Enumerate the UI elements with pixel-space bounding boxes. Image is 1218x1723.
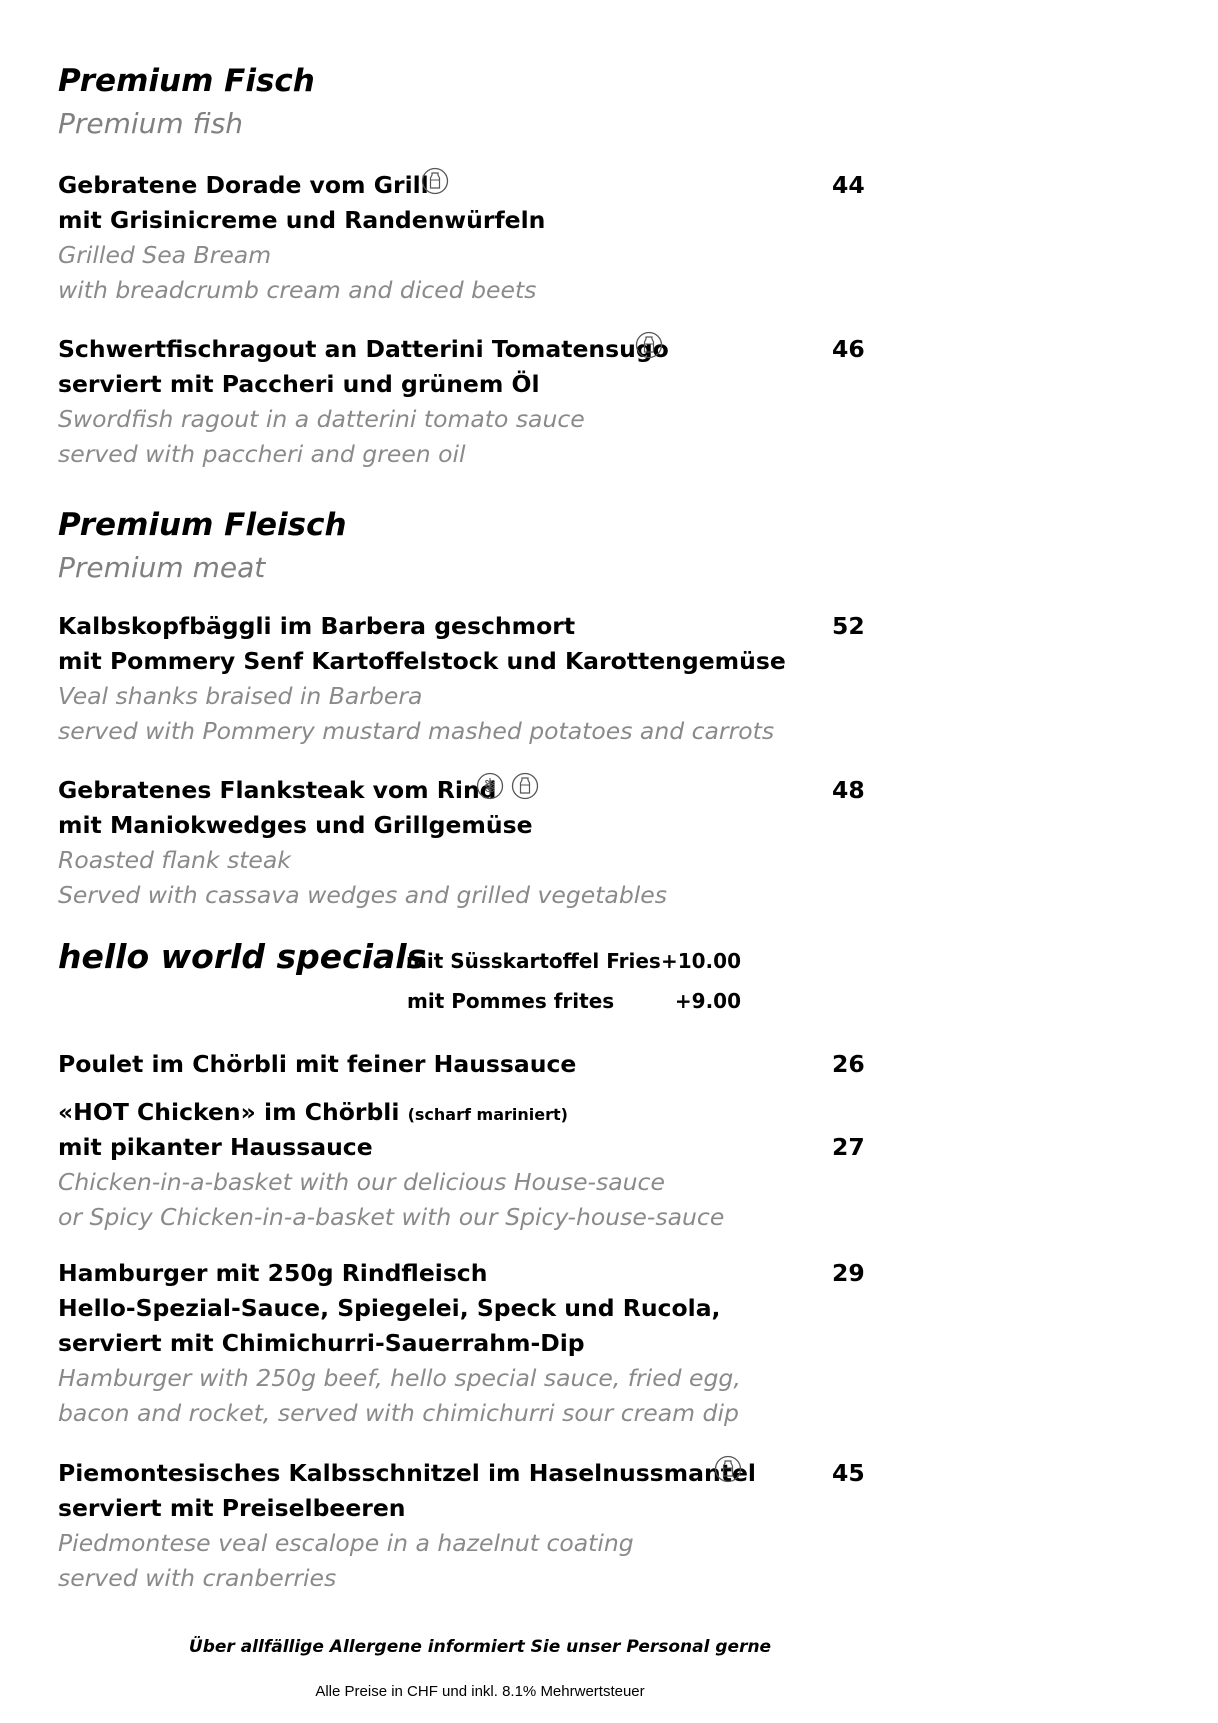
extra-sweet-potato-fries-price: +10.00 <box>660 949 741 973</box>
milk-bottle-icon <box>635 331 663 359</box>
item-price: 26 <box>832 1050 865 1078</box>
item-desc-en: served with cranberries <box>58 1564 337 1592</box>
item-desc-en: bacon and rocket, served with chimichurri sour cream dip <box>58 1399 739 1427</box>
item-desc-de: mit Maniokwedges und Grillgemüse <box>58 811 533 839</box>
item-name-de <box>58 1095 568 1132</box>
item-name-de: Schwertfischragout an Datterini Tomatensugo <box>58 335 669 363</box>
item-desc-de-2: serviert mit Chimichurri-Sauerrahm-Dip <box>58 1329 585 1357</box>
milk-bottle-icon <box>511 772 539 800</box>
item-name-en: Grilled Sea Bream <box>58 241 272 269</box>
item-price: 48 <box>832 776 865 804</box>
item-name-de: Piemontesisches Kalbsschnitzel im Haselnussmantel <box>58 1459 756 1487</box>
item-name-en: Piedmontese veal escalope in a hazelnut coating <box>58 1529 634 1557</box>
item-name-en: Chicken-in-a-basket with our delicious House-sauce <box>58 1168 665 1196</box>
item-name-de-note: (scharf mariniert) <box>407 1105 568 1124</box>
item-desc-de: mit Pommery Senf Kartoffelstock und Karottengemüse <box>58 647 786 675</box>
item-name-en: Roasted flank steak <box>58 846 291 874</box>
item-name-de-main: «HOT Chicken» im Chörbli <box>58 1098 400 1126</box>
item-price: 29 <box>832 1259 865 1287</box>
item-desc-en: served with paccheri and green oil <box>58 440 466 468</box>
milk-bottle-icon <box>421 167 449 195</box>
item-desc-de: mit pikanter Haussauce <box>58 1133 373 1161</box>
extra-fries-price: +9.00 <box>674 989 741 1013</box>
item-price: 44 <box>832 171 865 199</box>
item-name-de: Gebratene Dorade vom Grill <box>58 171 429 199</box>
item-name-en: Swordfish ragout in a datterini tomato sauce <box>58 405 585 433</box>
item-name-de: Poulet im Chörbli mit feiner Haussauce <box>58 1050 577 1078</box>
item-price: 46 <box>832 335 865 363</box>
item-name-de: Kalbskopfbäggli im Barbera geschmort <box>58 612 576 640</box>
item-name-de: Hamburger mit 250g Rindfleisch <box>58 1259 488 1287</box>
wheat-icon <box>476 772 504 800</box>
item-desc-en: with breadcrumb cream and diced beets <box>58 276 537 304</box>
item-desc-de: serviert mit Preiselbeeren <box>58 1494 406 1522</box>
item-desc-de: Hello-Spezial-Sauce, Spiegelei, Speck und Rucola, <box>58 1294 721 1322</box>
section-title-fish: Premium Fisch <box>58 63 315 99</box>
section-subtitle-fish: Premium fish <box>58 107 244 140</box>
section-title-specials: hello world specials <box>58 937 427 976</box>
item-price: 52 <box>832 612 865 640</box>
item-price: 27 <box>832 1133 865 1161</box>
item-price: 45 <box>832 1459 865 1487</box>
item-desc-de: serviert mit Paccheri und grünem Öl <box>58 370 540 398</box>
item-name-de: Gebratenes Flanksteak vom Rind <box>58 776 497 804</box>
item-desc-en: Served with cassava wedges and grilled vegetables <box>58 881 667 909</box>
item-desc-de: mit Grisinicreme und Randenwürfeln <box>58 206 546 234</box>
vat-note: Alle Preise in CHF und inkl. 8.1% Mehrwertsteuer <box>315 1683 645 1700</box>
item-name-en: Hamburger with 250g beef, hello special sauce, fried egg, <box>58 1364 741 1392</box>
section-title-meat: Premium Fleisch <box>58 507 347 543</box>
extra-sweet-potato-fries-label: mit Süsskartoffel Fries <box>406 949 661 973</box>
item-name-en: Veal shanks braised in Barbera <box>58 682 423 710</box>
item-desc-en: served with Pommery mustard mashed potatoes and carrots <box>58 717 775 745</box>
section-subtitle-meat: Premium meat <box>58 551 266 584</box>
milk-bottle-icon <box>714 1455 742 1483</box>
extra-fries-label: mit Pommes frites <box>407 989 615 1013</box>
allergen-note: Über allfällige Allergene informiert Sie unser Personal gerne <box>188 1637 772 1657</box>
item-desc-en: or Spicy Chicken-in-a-basket with our Spicy-house-sauce <box>58 1203 725 1231</box>
